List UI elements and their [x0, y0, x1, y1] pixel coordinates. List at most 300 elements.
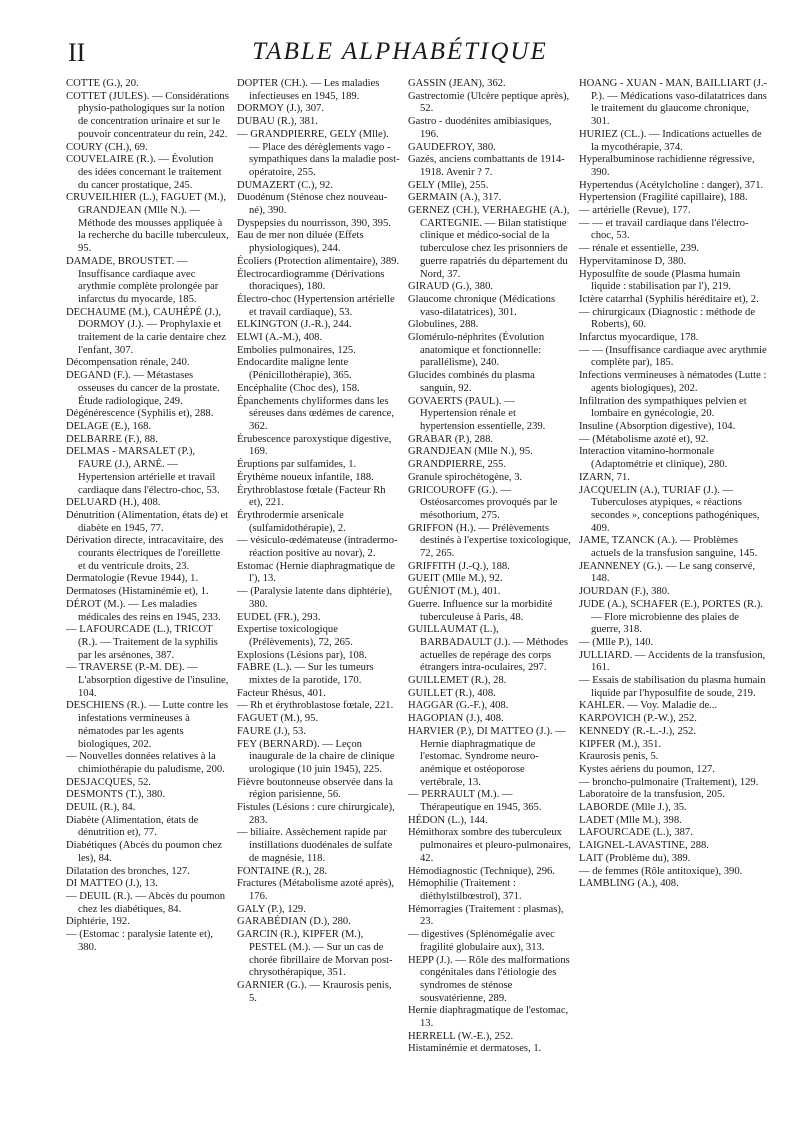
index-entry — [579, 700, 769, 713]
index-entry — [579, 650, 769, 675]
index-entry — [408, 459, 572, 472]
index-entry-text: COURY (CH.), 69. — [66, 141, 148, 153]
index-entry-text: HAGGAR (G.-F.), 408. — [408, 700, 509, 712]
index-entry — [237, 929, 401, 980]
index-entry-text: Hypervitaminose D, 380. — [579, 255, 687, 267]
index-entry-text: Hémorragies (Traitement : plasmas), 23. — [408, 903, 564, 928]
index-entry-text: Interaction vitamino-hormonale (Adaptométrie et clinique), 280. — [579, 446, 728, 471]
index-entry-text: GRIFFON (H.). — Prélèvements destinés à l'expertise toxicologique, 72, 265. — [408, 522, 571, 560]
index-entry-text: — (Estomac : paralysie latente et), 380. — [66, 929, 214, 953]
index-entry — [408, 396, 572, 434]
index-entry-text: Dérivation directe, intracavitaire, des courants électriques de l'oreillette et du ventricule droits, 23. — [66, 535, 224, 572]
index-entry-text: GAUDEFROY, 380. — [408, 141, 496, 153]
index-entry — [579, 789, 769, 802]
index-entry — [408, 624, 572, 675]
index-entry-text: JOURDAN (F.), 380. — [579, 586, 670, 598]
index-entry-text: FABRE (L.). — Sur les tumeurs mixtes de la parotide, 170. — [237, 662, 374, 687]
index-column-4 — [579, 78, 769, 891]
index-entry — [237, 866, 401, 879]
index-entry-text: Insuline (Absorption digestive), 104. — [579, 420, 736, 432]
index-entry-text: LAMBLING (A.), 408. — [579, 878, 679, 890]
index-entry-text: Décompensation rénale, 240. — [66, 357, 190, 369]
index-entry — [237, 662, 401, 687]
index-entry-text: Ictère catarrhal (Syphilis héréditaire et), 2. — [579, 293, 759, 305]
index-entry — [237, 129, 401, 180]
index-entry — [408, 789, 572, 814]
index-entry — [579, 535, 769, 560]
index-entry — [237, 472, 401, 485]
index-entry-text: — chirurgicaux (Diagnostic : méthode de Roberts), 60. — [579, 306, 756, 331]
index-entry — [66, 866, 230, 879]
index-entry — [579, 154, 769, 179]
index-entry — [579, 434, 769, 447]
index-entry — [66, 891, 230, 916]
page-header — [0, 38, 800, 78]
index-entry-text: Électro-choc (Hypertension artérielle et travail cardiaque), 53. — [237, 293, 395, 318]
index-entry-text: Embolies pulmonaires, 125. — [237, 344, 356, 356]
index-entry — [66, 599, 230, 624]
index-columns — [66, 78, 782, 1138]
index-entry — [579, 586, 769, 599]
index-entry-text: FAURE (J.), 53. — [237, 725, 306, 737]
index-column-1 — [66, 78, 230, 955]
index-entry-text: GUEIT (Mlle M.), 92. — [408, 573, 503, 585]
index-entry — [237, 688, 401, 701]
index-entry — [237, 624, 401, 649]
index-entry-text: COUVELAIRE (R.). — Évolution des idées concernant le traitement du cancer prostatique, 245. — [66, 154, 222, 191]
index-entry — [408, 192, 572, 205]
index-entry-text: LABORDE (Mlle J.), 35. — [579, 802, 687, 814]
index-entry-text: Glucides combinés du plasma sanguin, 92. — [408, 370, 535, 394]
index-entry — [408, 370, 572, 395]
index-entry — [237, 739, 401, 777]
index-entry-text: — DEUIL (R.). — Abcès du poumon chez les diabétiques, 84. — [66, 891, 226, 915]
index-entry-text: Gastrectomie (Ulcère peptique après), 52. — [408, 90, 570, 115]
index-entry — [66, 78, 230, 91]
index-entry — [66, 789, 230, 802]
index-entry — [408, 688, 572, 701]
index-entry-text: GRIFFITH (J.-Q.), 188. — [408, 560, 510, 572]
index-entry-text: GRICOUROFF (G.). — Ostéosarcomes provoqués par le mésothorium, 275. — [408, 484, 558, 521]
index-entry-text: GIRAUD (G.), 380. — [408, 281, 494, 293]
index-entry — [408, 446, 572, 459]
index-entry — [579, 205, 769, 218]
index-entry-text: Dermatoses (Histaminémie et), 1. — [66, 586, 209, 598]
index-entry-text: Histaminémie et dermatoses, 1. — [408, 1043, 542, 1055]
index-entry-text: GERMAIN (A.), 317. — [408, 192, 502, 204]
index-entry — [66, 510, 230, 535]
index-entry-text: DÉROT (M.). — Les maladies médicales des reins en 1945, 233. — [66, 598, 221, 623]
index-entry — [579, 739, 769, 752]
index-entry — [237, 827, 401, 865]
index-entry-text: — biliaire. Assèchement rapide par instillations duodénales de sulfate de magnésie, 118. — [237, 827, 393, 864]
index-entry-text: LADET (Mlle M.), 398. — [579, 814, 682, 826]
index-entry-text: LAFOURCADE (L.), 387. — [579, 827, 693, 839]
index-entry-text: — artérielle (Revue), 177. — [579, 205, 691, 217]
index-entry — [579, 878, 769, 891]
index-entry-text: GRABAR (P.), 288. — [408, 433, 494, 445]
index-entry-text: Glaucome chronique (Médications vaso-dilatatrices), 301. — [408, 293, 556, 318]
index-entry — [579, 396, 769, 421]
index-entry — [408, 78, 572, 91]
index-entry-text: DESCHIENS (R.). — Lutte contre les infestations vermineuses à nématodes par les agents biologiques, 202. — [66, 700, 229, 750]
index-entry — [408, 573, 572, 586]
index-entry — [579, 637, 769, 650]
index-entry — [66, 700, 230, 751]
index-entry-text: — digestives (Splénomégalie avec fragilité globulaire aux), 313. — [408, 929, 555, 953]
index-entry-text: DELBARRE (F.), 88. — [66, 433, 158, 445]
index-entry — [237, 700, 401, 713]
index-entry — [66, 777, 230, 790]
index-entry-text: HAGOPIAN (J.), 408. — [408, 713, 504, 725]
index-entry — [66, 370, 230, 408]
index-entry — [579, 675, 769, 700]
index-entry-text: FEY (BERNARD). — Leçon inaugurale de la chaire de clinique urologique (10 juin 1945), 225. — [237, 738, 395, 775]
index-entry-text: DELUARD (H.), 408. — [66, 497, 161, 509]
index-entry-text: Érubescence paroxystique digestive, 169. — [237, 433, 392, 458]
index-entry — [66, 815, 230, 840]
index-entry — [579, 78, 769, 129]
index-entry — [66, 307, 230, 358]
index-entry — [66, 878, 230, 891]
index-entry-text: HURIEZ (CL.). — Indications actuelles de la mycothérapie, 374. — [579, 128, 762, 153]
index-entry-text: DELAGE (E.), 168. — [66, 420, 152, 432]
index-entry-text: GUILLAUMAT (L.), BARBADAULT (J.). — Méthodes actuelles de repérage des corps étrangers intra-oculaires, 297. — [408, 624, 569, 674]
index-entry — [579, 840, 769, 853]
index-entry-text: Érythroblastose fœtale (Facteur Rh et), 221. — [237, 484, 386, 509]
index-entry — [579, 827, 769, 840]
index-entry-text: EUDEL (FR.), 293. — [237, 611, 321, 623]
index-entry-text: Guerre. Influence sur la morbidité tuberculeuse à Paris, 48. — [408, 598, 553, 623]
index-entry-text: KARPOVICH (P.-W.), 252. — [579, 713, 697, 725]
index-entry — [579, 764, 769, 777]
index-entry-text: — (Métabolisme azoté et), 92. — [579, 433, 709, 445]
index-entry — [408, 1031, 572, 1044]
index-entry — [408, 116, 572, 141]
index-entry-text: DUBAU (R.), 381. — [237, 116, 318, 128]
index-entry-text: — — (Insuffisance cardiaque avec arythmie complète par), 185. — [579, 344, 767, 369]
index-entry-text: Explosions (Lésions par), 108. — [237, 649, 367, 661]
index-entry-text: HÉDON (L.), 144. — [408, 814, 488, 826]
index-entry — [408, 713, 572, 726]
index-entry — [579, 294, 769, 307]
index-entry — [408, 294, 572, 319]
index-entry — [66, 662, 230, 700]
index-entry-text: DOPTER (CH.). — Les maladies infectieuses en 1945, 189. — [237, 78, 380, 102]
index-entry-text: Fistules (Lésions : cure chirurgicale), 283. — [237, 802, 395, 826]
index-entry-text: Hypertendus (Acétylcholine : danger), 371. — [579, 179, 764, 191]
index-entry-text: Infections vermineuses à nématodes (Lutte : agents biologiques), 202. — [579, 370, 767, 394]
index-entry-text: GALY (P.), 129. — [237, 903, 306, 915]
index-entry — [579, 307, 769, 332]
index-entry — [579, 446, 769, 471]
index-entry-text: Fractures (Métabolisme azoté après), 176. — [237, 878, 395, 902]
index-entry — [237, 802, 401, 827]
index-entry-text: — rénale et essentielle, 239. — [579, 243, 700, 255]
index-entry — [408, 180, 572, 193]
index-entry — [66, 421, 230, 434]
index-entry-text: — — et travail cardiaque dans l'électro-choc, 53. — [579, 217, 749, 242]
index-entry — [237, 103, 401, 116]
index-entry — [579, 421, 769, 434]
index-entry — [237, 116, 401, 129]
index-entry-text: HERRELL (W.-E.), 252. — [408, 1030, 514, 1042]
index-entry-text: — Essais de stabilisation du plasma humain liquide par l'hyposulfite de soude, 219. — [579, 675, 766, 699]
index-entry-text: — Nouvelles données relatives à la chimiothérapie du paludisme, 200. — [66, 751, 225, 775]
index-entry — [408, 434, 572, 447]
index-entry — [408, 1043, 572, 1056]
index-entry — [579, 129, 769, 154]
index-entry — [237, 459, 401, 472]
index-entry-text: JEANNENEY (G.). — Le sang conservé, 148. — [579, 560, 756, 585]
index-entry — [408, 904, 572, 929]
index-entry — [66, 142, 230, 155]
index-entry — [408, 91, 572, 116]
index-entry-text: Endocardite maligne lente (Pénicillothérapie), 365. — [237, 357, 352, 382]
index-entry-text: DECHAUME (M.), CAUHÉPÉ (J.), DORMOY (J.). — Prophylaxie et traitement de la carie dentaire chez l'enfant, 307. — [66, 306, 226, 356]
index-entry-text: HARVIER (P.), DI MATTEO (J.). — Hernie diaphragmatique de l'estomac. Syndrome neuro-anémique et ostéoporose vertébrale, 13. — [408, 725, 566, 788]
index-entry-text: — vésiculo-œdémateuse (intradermo-réaction positive au novar), 2. — [237, 535, 398, 560]
index-entry-text: Dyspepsies du nourrisson, 390, 395. — [237, 217, 391, 229]
index-entry-text: Granule spirochétogène, 3. — [408, 471, 523, 483]
index-entry — [579, 180, 769, 193]
index-entry-text: DAMADE, BROUSTET. — Insuffisance cardiaque avec arythmie complète prolongée par infarctus du myocarde, 185. — [66, 255, 219, 305]
index-entry — [579, 472, 769, 485]
index-entry — [237, 713, 401, 726]
index-entry-text: Éruptions par sulfamides, 1. — [237, 459, 357, 471]
index-entry-text: DI MATTEO (J.), 13. — [66, 878, 158, 890]
index-entry-text: ELWI (A.-M.), 408. — [237, 332, 323, 344]
index-entry-text: Kystes aériens du poumon, 127. — [579, 763, 715, 775]
index-entry — [408, 586, 572, 599]
index-entry-text: — Rh et érythroblastose fœtale, 221. — [237, 700, 394, 712]
index-entry — [66, 357, 230, 370]
index-entry — [408, 319, 572, 332]
index-entry-text: GUÉNIOT (M.), 401. — [408, 586, 501, 598]
index-entry — [408, 878, 572, 903]
index-entry — [579, 332, 769, 345]
index-entry-text: Dénutrition (Alimentation, états de) et diabète en 1945, 77. — [66, 509, 229, 534]
index-entry-text: Écoliers (Protection alimentaire), 389. — [237, 255, 400, 267]
index-entry — [237, 916, 401, 929]
index-entry-text: JACQUELIN (A.), TURIAF (J.). — Tuberculoses atypiques, « réactions secondes », conceptions pathogéniques, 409. — [579, 484, 760, 534]
index-entry-text: DEGAND (F.). — Métastases osseuses du cancer de la prostate. Étude radiologique, 249. — [66, 370, 220, 407]
index-entry — [66, 91, 230, 142]
index-entry — [237, 535, 401, 560]
index-entry — [579, 866, 769, 879]
index-entry — [579, 777, 769, 790]
index-entry — [408, 700, 572, 713]
index-entry-text: Diphtérie, 192. — [66, 916, 130, 928]
index-entry — [579, 269, 769, 294]
index-entry-text: Dilatation des bronches, 127. — [66, 865, 190, 877]
index-entry — [237, 980, 401, 1005]
index-entry-text: Kraurosis penis, 5. — [579, 751, 659, 763]
index-entry — [408, 142, 572, 155]
index-entry — [66, 497, 230, 510]
index-entry — [66, 256, 230, 307]
index-entry — [237, 510, 401, 535]
index-entry — [408, 815, 572, 828]
index-entry-text: KAHLER. — Voy. Maladie de... — [579, 700, 718, 712]
index-entry — [237, 650, 401, 663]
index-entry-text: Hyposulfite de soude (Plasma humain liquide : stabilisation par l'), 219. — [579, 268, 741, 293]
index-entry-text: Hémithorax sombre des tuberculeux pulmonaires et pleuro-pulmonaires, 42. — [408, 827, 571, 864]
index-entry — [408, 332, 572, 370]
index-entry — [579, 713, 769, 726]
index-entry — [408, 827, 572, 865]
index-entry — [237, 269, 401, 294]
index-entry — [408, 599, 572, 624]
index-entry-text: ELKINGTON (J.-R.), 244. — [237, 319, 352, 331]
index-entry — [579, 853, 769, 866]
index-entry — [66, 840, 230, 865]
index-entry-text: GARCIN (R.), KIPFER (M.), PESTEL (M.). — Sur un cas de chorée fibrillaire de Morvan post-chrysothérapique, 351. — [237, 929, 393, 979]
index-entry-text: GUILLEMET (R.), 28. — [408, 675, 507, 687]
index-entry-text: DUMAZERT (C.), 92. — [237, 179, 333, 191]
index-entry — [66, 929, 230, 954]
index-entry-text: GRANDJEAN (Mlle N.), 95. — [408, 446, 533, 458]
index-entry — [237, 192, 401, 217]
index-entry-text: Hémodiagnostic (Technique), 296. — [408, 865, 555, 877]
index-entry-text: Infiltration des sympathiques pelvien et lombaire en gynécologie, 20. — [579, 395, 747, 420]
index-entry-text: FONTAINE (R.), 28. — [237, 865, 328, 877]
index-entry — [237, 586, 401, 611]
index-entry-text: KENNEDY (R.-L.-J.), 252. — [579, 725, 697, 737]
index-entry-text: Laboratoire de la transfusion, 205. — [579, 789, 725, 801]
index-entry — [408, 281, 572, 294]
index-entry-text: Diabète (Alimentation, états de dénutrition et), 77. — [66, 814, 199, 839]
index-entry-text: — de femmes (Rôle antitoxique), 390. — [579, 865, 743, 877]
index-entry-text: — (Mlle P.), 140. — [579, 636, 654, 648]
index-entry — [66, 802, 230, 815]
index-entry — [579, 192, 769, 205]
index-entry-text: Diabétiques (Abcès du poumon chez les), 84. — [66, 840, 222, 864]
index-entry-text: Gastro - duodénites amibiasiques, 196. — [408, 116, 552, 140]
index-entry-text: Dermatologie (Revue 1944), 1. — [66, 573, 199, 585]
index-entry-text: GRANDPIERRE, 255. — [408, 459, 506, 471]
index-entry-text: LAIGNEL-LAVASTINE, 288. — [579, 840, 709, 852]
index-entry — [66, 535, 230, 573]
index-entry — [237, 485, 401, 510]
index-entry — [66, 624, 230, 662]
index-entry — [579, 751, 769, 764]
index-entry-text: HOANG - XUAN - MAN, BAILLIART (J.-P.). — Médications vaso-dilatatrices dans le traitement du glaucome chronique, 301. — [579, 78, 768, 128]
index-entry-text: COTTE (G.), 20. — [66, 78, 139, 89]
index-entry-text: Érythrodermie arsenicale (sulfamidothérapie), 2. — [237, 509, 346, 534]
index-entry-text: Électrocardiogramme (Dérivations thoraciques), 180. — [237, 268, 385, 293]
index-entry-text: Infarctus myocardique, 178. — [579, 332, 699, 344]
index-entry-text: Hypertension (Fragilité capillaire), 188. — [579, 192, 748, 204]
index-entry — [579, 485, 769, 536]
index-entry-text: Gazés, anciens combattants de 1914-1918. Avenir ? 7. — [408, 154, 565, 178]
index-entry — [66, 446, 230, 497]
index-entry — [579, 726, 769, 739]
index-entry — [66, 751, 230, 776]
index-entry-text: COTTET (JULES). — Considérations physio-pathologiques sur la notion de concentration urinaire et sur le pouvoir concentrateur du rein, 242. — [66, 90, 229, 140]
index-entry-text: — PERRAULT (M.). — Thérapeutique en 1945, 365. — [408, 789, 542, 814]
index-column-3 — [408, 78, 572, 1056]
index-entry — [579, 815, 769, 828]
index-entry-text: LAIT (Problème du), 389. — [579, 852, 691, 864]
index-entry-text: — GRANDPIERRE, GELY (Mlle). — Place des dérèglements vago - sympathiques dans la maladie post-opératoire, 255. — [237, 128, 400, 178]
index-entry — [579, 218, 769, 243]
index-entry — [408, 866, 572, 879]
index-entry-text: FAGUET (M.), 95. — [237, 713, 319, 725]
index-entry — [66, 192, 230, 256]
index-entry-text: HEPP (J.). — Rôle des malformations congénitales dans l'étiologie des syndromes de sténose sousvatérienne, 289. — [408, 954, 570, 1004]
index-entry — [237, 878, 401, 903]
index-entry — [237, 383, 401, 396]
index-entry-text: Érythème noueux infantile, 188. — [237, 471, 374, 483]
index-entry-text: — TRAVERSE (P.-M. DE). — L'absorption digestive de l'insuline, 104. — [66, 662, 229, 699]
index-entry — [408, 523, 572, 561]
index-entry — [66, 586, 230, 599]
index-entry-text: Facteur Rhésus, 401. — [237, 687, 326, 699]
index-entry-text: JUDE (A.), SCHAFER (E.), PORTES (R.). — Flore microbienne des plaies de guerre, 318. — [579, 598, 763, 636]
index-entry — [66, 408, 230, 421]
index-entry — [579, 561, 769, 586]
index-entry — [237, 294, 401, 319]
index-entry — [237, 904, 401, 917]
index-entry — [237, 357, 401, 382]
index-entry — [579, 345, 769, 370]
index-entry — [237, 396, 401, 434]
index-entry — [579, 802, 769, 815]
index-entry — [237, 612, 401, 625]
index-entry — [237, 726, 401, 739]
index-entry-text: Hernie diaphragmatique de l'estomac, 13. — [408, 1005, 569, 1030]
index-entry-text: Expertise toxicologique (Prélèvements), 72, 265. — [237, 624, 353, 648]
index-entry-text: DORMOY (J.), 307. — [237, 103, 325, 115]
index-entry-text: GELY (Mlle), 255. — [408, 179, 489, 191]
index-entry — [408, 561, 572, 574]
index-entry — [408, 955, 572, 1006]
index-entry — [408, 726, 572, 790]
index-entry-text: JULLIARD. — Accidents de la transfusion, 161. — [579, 649, 766, 674]
index-entry — [237, 319, 401, 332]
index-entry — [237, 180, 401, 193]
page-number: II — [68, 38, 86, 67]
index-entry-text: Fièvre boutonneuse observée dans la région parisienne, 56. — [237, 776, 393, 801]
index-entry-text: Encéphalite (Choc des), 158. — [237, 382, 360, 394]
index-entry — [237, 345, 401, 358]
index-entry-text: — broncho-pulmonaire (Traitement), 129. — [579, 776, 759, 788]
index-entry-text: DEUIL (R.), 84. — [66, 802, 136, 814]
index-entry-text: DESJACQUES, 52. — [66, 776, 152, 788]
index-entry-text: JAME, TZANCK (A.). — Problèmes actuels de la transfusion sanguine, 145. — [579, 535, 758, 560]
index-entry-text: GERNEZ (CH.), VERHAEGHE (A.), CARTEGNIE. — Bilan statistique clinique et médico-social de la tuberculose chez les prisonniers de guerre rapatriés du département du Nord, 37. — [408, 205, 570, 280]
index-entry — [579, 256, 769, 269]
index-entry-text: KIPFER (M.), 351. — [579, 738, 662, 750]
index-entry-text: DESMONTS (T.), 380. — [66, 789, 165, 801]
index-entry — [579, 599, 769, 637]
index-entry — [408, 1005, 572, 1030]
index-entry-text: Glomérulo-néphrites (Évolution anatomique et fonctionnelle: parallélisme), 240. — [408, 332, 545, 369]
index-entry-text: GARNIER (G.). — Kraurosis penis, 5. — [237, 979, 392, 1004]
index-entry-text: Duodénum (Sténose chez nouveau-né), 390. — [237, 192, 388, 217]
index-entry — [66, 154, 230, 192]
index-entry-text: Estomac (Hernie diaphragmatique de l'), 13. — [237, 560, 395, 585]
index-entry — [66, 916, 230, 929]
index-entry — [237, 561, 401, 586]
index-entry-text: GUILLET (R.), 408. — [408, 687, 496, 699]
index-entry — [408, 154, 572, 179]
running-title: TABLE ALPHABÉTIQUE — [252, 38, 548, 65]
index-entry-text: — LAFOURCADE (L.), TRICOT (R.). — Traitement de la syphilis par les arsénones, 387. — [66, 624, 218, 661]
index-entry — [408, 205, 572, 281]
index-entry — [579, 243, 769, 256]
